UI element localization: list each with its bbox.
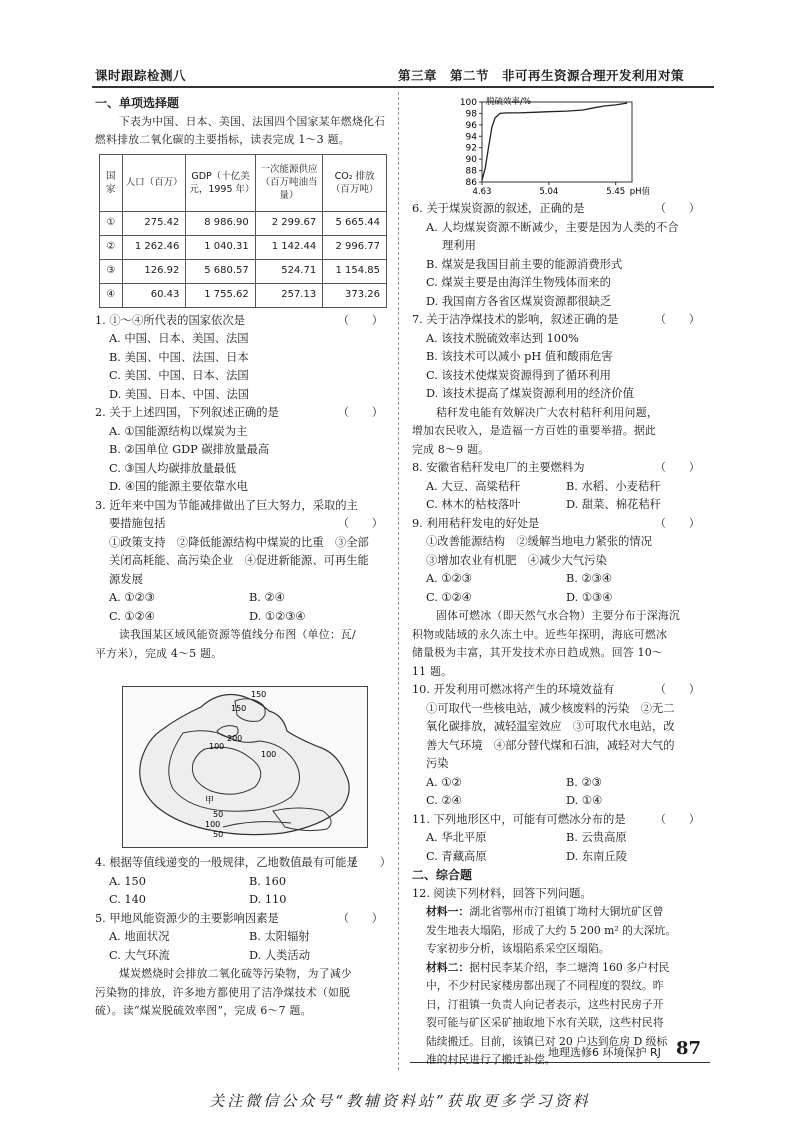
q5-option-b[interactable]: B. 太阳辐射 [249, 930, 310, 943]
table-header-row [100, 154, 387, 211]
q10-option-d[interactable]: D. ①④ [566, 794, 603, 807]
q3-option-a[interactable]: A. ①②③ [109, 591, 155, 604]
q4-answer-bracket[interactable]: （ ） [345, 856, 391, 869]
q2-answer-bracket[interactable]: （ ） [337, 406, 383, 419]
q5-option-c[interactable]: C. 大气环流 [109, 948, 170, 962]
q9-option-b[interactable]: B. ②③④ [566, 572, 612, 585]
intro-4-line1: 秸秆发电能有效解决广大农村秸秆利用问题， [436, 405, 658, 419]
q4-options-row1 [95, 873, 391, 892]
table-cell: 1 154.85 [323, 259, 387, 283]
section-title-1: 一、单项选择题 [95, 96, 180, 110]
intro-2-line1: 读我国某区域风能资源等值线分布图（单位：瓦/ [119, 628, 356, 641]
left-column [95, 94, 391, 663]
q5-option-a[interactable]: A. 地面状况 [109, 930, 170, 943]
q10-answer-bracket[interactable]: （ ） [654, 683, 700, 696]
q9-option-a[interactable]: A. ①②③ [426, 572, 472, 585]
table-cell: 1 262.46 [122, 235, 186, 259]
q9-stem: 9. 利用秸秆发电的好处是 [412, 516, 540, 530]
table-cell: 275.42 [122, 211, 186, 235]
q11-option-c[interactable]: C. 青藏高原 [426, 849, 487, 863]
th-energy: 一次能源供应（百万吨油当量） [255, 154, 323, 211]
map-label: 150 [231, 704, 247, 713]
q6-stem: 6. 关于煤炭资源的叙述，正确的是 [412, 202, 585, 215]
map-label: 200 [227, 734, 243, 743]
q9-body-line1: ①改善能源结构 ②缓解当地电力紧张的情况 [426, 535, 652, 548]
q1-stem: 1. ①～④所代表的国家依次是 [95, 313, 245, 327]
q3-option-c[interactable]: C. ①②④ [109, 609, 155, 623]
chart-frame [482, 102, 632, 182]
x-tick-label: 5.04 [539, 187, 559, 197]
table-cell: ④ [100, 283, 123, 307]
q10-option-a[interactable]: A. ①② [426, 775, 462, 789]
q8-option-b[interactable]: B. 水稻、小麦秸秆 [566, 479, 661, 493]
q8-option-a[interactable]: A. 大豆、高粱秸秆 [426, 479, 521, 493]
wind-energy-map [122, 686, 368, 848]
q2-option-d[interactable]: D. ④国的能源主要依靠水电 [109, 480, 248, 493]
intro-5-line3: 储量极为丰富，其开发技术亦日趋成熟。回答 10～ [412, 646, 664, 659]
intro-3-line2: 污染物的排放，许多地方都使用了洁净煤技术（如脱 [95, 985, 351, 999]
y-tick-label: 90 [465, 155, 477, 166]
q9-answer-bracket[interactable]: （ ） [654, 516, 700, 530]
q12-material1-text: 湖北省鄂州市汀祖镇丁坳村大铜坑矿区曾 [469, 905, 664, 918]
series-line [482, 103, 627, 180]
right-column [412, 200, 708, 1070]
map-label: 100 [205, 820, 221, 829]
table-cell: ③ [100, 259, 123, 283]
q12-material2-text: 据村民李某介绍，李二塘湾 160 多户村民 [469, 960, 670, 974]
q7-option-d[interactable]: D. 该技术提高了煤炭资源利用的经济价值 [426, 387, 634, 400]
q2-option-a[interactable]: A. ①国能源结构以煤炭为主 [109, 424, 248, 438]
table-cell: 5 680.57 [186, 259, 255, 283]
q9-option-c[interactable]: C. ①②④ [426, 590, 472, 604]
q12-material2-line4: 裂可能与矿区采矿抽取地下水有关联，这些村民将 [426, 1016, 664, 1029]
table-cell: 8 986.90 [186, 211, 255, 235]
table-cell: 126.92 [122, 259, 186, 283]
q7-option-c[interactable]: C. 该技术使煤炭资源得到了循环利用 [426, 368, 611, 382]
question-1 [95, 312, 391, 331]
q8-answer-bracket[interactable]: （ ） [654, 461, 700, 474]
map-svg [123, 687, 367, 847]
th-country: 国家 [100, 154, 123, 211]
q5-answer-bracket[interactable]: （ ） [337, 911, 383, 925]
q4-option-c[interactable]: C. 140 [109, 893, 146, 906]
table-cell: 257.13 [255, 283, 323, 307]
question-7 [412, 311, 708, 330]
q12-stem: 12. 阅读下列材料，回答下列问题。 [412, 886, 592, 900]
q11-options-row1 [412, 829, 708, 848]
q8-option-d[interactable]: D. 甜菜、棉花秸秆 [566, 498, 661, 511]
chart-svg [452, 92, 652, 204]
q2-option-b[interactable]: B. ②国单位 GDP 碳排放量最高 [109, 443, 270, 456]
q4-options-row2 [95, 891, 391, 910]
desulfurization-chart [452, 92, 652, 204]
q10-option-c[interactable]: C. ②④ [426, 794, 462, 807]
page-number: 87 [676, 1038, 702, 1059]
y-tick-label: 88 [465, 166, 477, 177]
table-cell: 1 755.62 [186, 283, 255, 307]
q10-stem: 10. 开发利用可燃冰将产生的环境效益有 [412, 683, 615, 696]
map-label: 100 [209, 742, 225, 751]
q8-stem: 8. 安徽省秸秆发电厂的主要燃料为 [412, 461, 585, 474]
q7-answer-bracket[interactable]: （ ） [654, 313, 700, 326]
q3-stem-line2: 要措施包括 [109, 517, 166, 530]
intro-1-line2: 燃料排放二氧化碳的主要指标，读表完成 1～3 题。 [95, 133, 350, 146]
table-cell: 1 040.31 [186, 235, 255, 259]
q6-answer-bracket[interactable]: （ ） [654, 202, 700, 215]
map-label: 50 [213, 830, 224, 839]
table-cell: 524.71 [255, 259, 323, 283]
th-co2: CO₂ 排放（百万吨） [323, 154, 387, 211]
q3-option-b[interactable]: B. ②④ [249, 591, 285, 604]
q1-option-a[interactable]: A. 中国、日本、美国、法国 [109, 332, 249, 345]
column-divider [398, 92, 399, 1070]
intro-5-line1: 固体可燃冰（即天然气水合物）主要分布于深海沉 [436, 609, 681, 622]
q3-body-line2: 关闭高耗能、高污染企业 ④促进新能源、可再生能 [109, 554, 369, 567]
q9-body-line2: ③增加农业有机肥 ④减少大气污染 [426, 553, 607, 567]
q11-option-d[interactable]: D. 东南丘陵 [566, 849, 628, 863]
q12-material2-line2: 中，不少村民家楼房都出现了不同程度的裂纹。昨 [426, 979, 664, 992]
q1-option-d[interactable]: D. 美国、日本、中国、法国 [109, 387, 250, 401]
q6-option-c[interactable]: C. 煤炭主要是由海洋生物残体而来的 [426, 276, 611, 289]
q1-answer-bracket[interactable]: （ ） [337, 313, 383, 327]
q7-option-a[interactable]: A. 该技术脱硫效率达到 100% [426, 331, 579, 345]
q6-option-a[interactable]: A. 人均煤炭资源不断减少，主要是因为人类的不合 [426, 220, 679, 234]
table-cell: 2 299.67 [255, 211, 323, 235]
q8-option-c[interactable]: C. 林木的枯枝落叶 [426, 498, 521, 511]
table-cell: 60.43 [122, 283, 186, 307]
table-row [100, 283, 387, 307]
intro-4-line2: 增加农民收入，是造福一方百姓的重要举措。据此 [412, 424, 657, 437]
intro-1-line1: 下表为中国、日本、美国、法国四个国家某年燃烧化石 [119, 114, 386, 128]
q6-option-b[interactable]: B. 煤炭是我国目前主要的能源消费形式 [426, 257, 623, 271]
q10-body-line1: ①可取代一些核电站，减少核废料的污染 ②无二 [426, 701, 675, 715]
q3-body-line3: 源发展 [109, 572, 143, 586]
energy-table [99, 154, 387, 308]
map-label: 100 [261, 750, 277, 759]
q3-option-d[interactable]: D. ①②③④ [249, 609, 306, 623]
q2-stem: 2. 关于上述四国，下列叙述正确的是 [95, 406, 279, 419]
map-label: 150 [251, 690, 267, 699]
q6-option-a-cont: 理利用 [442, 239, 476, 252]
y-tick-label: 92 [465, 143, 477, 154]
region-outline [140, 695, 349, 835]
intro-3-line1: 煤炭燃烧时会排放二氧化硫等污染物，为了减少 [119, 967, 353, 980]
q1-option-c[interactable]: C. 美国、中国、日本、法国 [109, 369, 249, 382]
q3-options-row2 [95, 608, 391, 627]
q4-option-d[interactable]: D. 110 [249, 893, 287, 906]
question-4 [95, 854, 391, 873]
table-cell: 5 665.44 [323, 211, 387, 235]
q1-option-b[interactable]: B. 美国、中国、法国、日本 [109, 350, 249, 364]
left-column-lower [95, 854, 391, 1021]
table-cell: 373.26 [323, 283, 387, 307]
q5-options-row2 [95, 947, 391, 966]
intro-3-line3: 硫）。读“煤炭脱硫效率图”，完成 6～7 题。 [95, 1004, 312, 1017]
y-tick-label: 98 [465, 109, 477, 120]
q8-options-row1 [412, 478, 708, 497]
q10-options-row1 [412, 774, 708, 793]
intro-5-line4: 11 题。 [412, 664, 453, 678]
intro-2-line2: 平方米），完成 4～5 题。 [95, 646, 223, 660]
q9-options-row1 [412, 570, 708, 589]
table-row [100, 259, 387, 283]
q5-options-row1 [95, 928, 391, 947]
footer-rule [410, 1062, 710, 1063]
question-5 [95, 910, 391, 929]
q7-option-b[interactable]: B. 该技术可以减小 pH 值和酸雨危害 [426, 350, 613, 363]
section-title-2: 二、综合题 [412, 868, 473, 882]
table-cell: ① [100, 211, 123, 235]
bottom-handwritten-note: 关注微信公众号“教辅资料站”获取更多学习资料 [209, 1092, 591, 1110]
y-axis-label: 脱硫效率/% [486, 97, 531, 107]
q4-stem: 4. 根据等值线递变的一般规律，乙地数值最有可能是 [95, 856, 358, 869]
table-cell: 1 142.44 [255, 235, 323, 259]
q10-body-line2: 氧化碳排放，减轻温室效应 ③可取代水电站，改 [426, 720, 675, 733]
y-tick-label: 100 [459, 98, 477, 108]
table-row [100, 235, 387, 259]
th-gdp: GDP（十亿美元，1995 年） [186, 154, 255, 211]
q5-option-d[interactable]: D. 人类活动 [249, 948, 311, 962]
intro-5-line2: 积物或陆域的永久冻土中。近些年探明，海底可燃冰 [412, 627, 668, 641]
y-tick-label: 96 [465, 120, 477, 131]
q12-material1-line1 [412, 903, 708, 922]
table-cell: 2 996.77 [323, 235, 387, 259]
x-axis-label: pH值 [629, 187, 650, 197]
q12-material1-line2: 发生地表大塌陷，形成了大约 5 200 m² 的大深坑。 [426, 923, 677, 937]
q11-stem: 11. 下列地形区中，可能有可燃冰分布的是 [412, 812, 626, 826]
q12-material1-line3: 专家初步分析，该塌陷系采空区塌陷。 [426, 942, 610, 955]
q11-answer-bracket[interactable]: （ ） [654, 812, 700, 826]
y-tick-label: 94 [465, 132, 477, 143]
q12-material2-label: 材料二： [426, 960, 470, 974]
page-header-left: 课时跟踪检测八 [95, 68, 187, 83]
q11-option-b[interactable]: B. 云贵高原 [566, 831, 627, 844]
table-row [100, 211, 387, 235]
q10-body-line3: 善大气环境 ④部分替代煤和石油，减轻对大气的 [426, 738, 675, 752]
q5-stem: 5. 甲地风能资源少的主要影响因素是 [95, 911, 279, 925]
y-tick-label: 86 [465, 178, 477, 188]
q2-option-c[interactable]: C. ③国人均碳排放量最低 [109, 461, 237, 475]
question-9 [412, 515, 708, 534]
question-6 [412, 200, 708, 219]
q4-option-b[interactable]: B. 160 [249, 874, 287, 888]
q11-option-a[interactable]: A. 华北平原 [426, 831, 487, 844]
q3-options-row1 [95, 589, 391, 608]
q10-option-b[interactable]: B. ②③ [566, 775, 602, 789]
table-cell: ② [100, 235, 123, 259]
intro-4-line3: 完成 8～9 题。 [412, 442, 490, 456]
q4-option-a[interactable]: A. 150 [109, 874, 146, 888]
map-label: 50 [213, 810, 224, 819]
q3-stem-line1: 3. 近年来中国为节能减排做出了巨大努力，采取的主 [95, 498, 358, 512]
q7-stem: 7. 关于洁净煤技术的影响，叙述正确的是 [412, 313, 619, 326]
header-rule [92, 86, 714, 88]
q12-material2-line3: 日，汀祖镇一负责人向记者表示，这些村民房子开 [426, 997, 664, 1011]
question-2 [95, 404, 391, 423]
q10-body-line4: 污染 [426, 757, 449, 770]
q6-option-d[interactable]: D. 我国南方各省区煤炭资源都很缺乏 [426, 294, 612, 308]
q12-material2-line6: 准的村民进行了搬迁补偿。 [426, 1053, 556, 1066]
map-label-jia: 甲 [205, 796, 215, 806]
question-10 [412, 681, 708, 700]
q10-options-row2 [412, 792, 708, 811]
q9-options-row2 [412, 589, 708, 608]
th-population: 人口（百万） [122, 154, 186, 211]
page-header-right: 第三章 第二节 非可再生资源合理开发利用对策 [398, 68, 685, 83]
q3-body-line1: ①政策支持 ②降低能源结构中煤炭的比重 ③全部 [109, 535, 369, 549]
q9-option-d[interactable]: D. ①③④ [566, 590, 613, 604]
q8-options-row2 [412, 496, 708, 515]
x-tick-label: 4.63 [472, 187, 492, 197]
question-8 [412, 459, 708, 478]
q12-material2-line5: 陆续搬迁。目前，该镇已对 20 户达到危房 D 级标 [426, 1034, 668, 1048]
q3-answer-bracket[interactable]: （ ） [337, 517, 383, 530]
x-tick-label: 5.45 [606, 187, 626, 197]
question-3 [95, 515, 391, 534]
q12-material1-label: 材料一： [426, 905, 470, 918]
question-11 [412, 811, 708, 830]
q12-material2-line1 [412, 959, 708, 978]
footer-book-title: 地理选修6 环境保护 RJ [548, 1046, 661, 1059]
q11-options-row2 [412, 848, 708, 867]
